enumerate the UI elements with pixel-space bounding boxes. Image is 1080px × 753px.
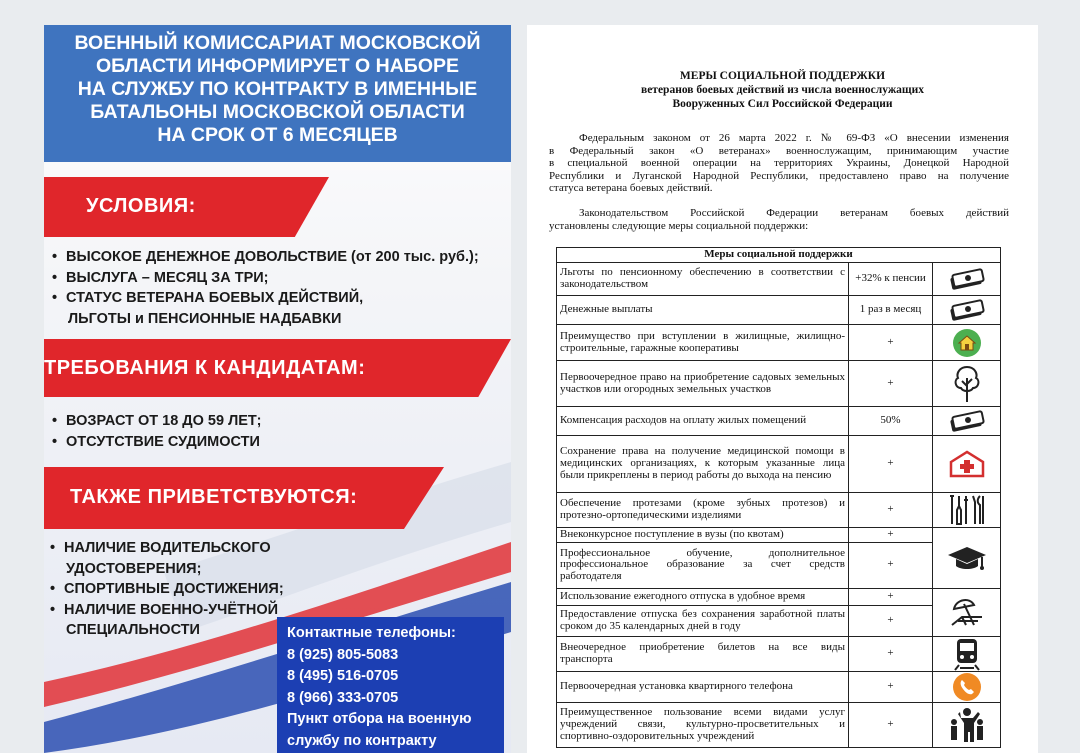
welcome-title: ТАКЖЕ ПРИВЕТСТВУЮТСЯ: — [70, 486, 358, 508]
house-icon — [933, 328, 1000, 358]
poster-header-line: БАТАЛЬОНЫ МОСКОВСКОЙ ОБЛАСТИ — [90, 101, 465, 123]
measure-text: Внеконкурсное поступление в вузы (по квотам) — [557, 528, 849, 543]
money-icon — [933, 265, 1000, 293]
measure-icon-cell — [933, 361, 1001, 407]
measure-text: Обеспечение протезами (кроме зубных протезов) и протезно-ортопедическими изделиями — [557, 493, 849, 528]
recruitment-poster — [44, 25, 511, 753]
support-measures-table — [556, 247, 1001, 748]
measure-value: + — [849, 436, 933, 493]
measure-value: + — [849, 361, 933, 407]
measure-text: Преимущество при вступлении в жилищные, жилищно-строительные, гаражные кооперативы — [557, 325, 849, 361]
graduation-cap-icon — [933, 543, 1000, 573]
table-row — [557, 493, 1001, 528]
measure-text: Первоочередное право на приобретение садовых земельных участков или огородных земельных участков — [557, 361, 849, 407]
measure-text: Предоставление отпуска без сохранения заработной платы сроком до 35 календарных дней в году — [557, 605, 849, 636]
measure-value: + — [849, 493, 933, 528]
measure-icon-cell — [933, 263, 1001, 296]
recruitment-point-text: службу по контракту — [287, 732, 437, 749]
table-row — [557, 528, 1001, 543]
list-item-text: ЛЬГОТЫ и ПЕНСИОННЫЕ НАДБАВКИ — [68, 310, 342, 327]
list-item: • НАЛИЧИЕ ВОЕННО-УЧЁТНОЙ — [50, 601, 279, 618]
measure-text: Денежные выплаты — [557, 296, 849, 325]
measure-text: Внеочередное приобретение билетов на все виды транспорта — [557, 636, 849, 671]
measure-text: Первоочередная установка квартирного телефона — [557, 671, 849, 702]
list-item: • СТАТУС ВЕТЕРАНА БОЕВЫХ ДЕЙСТВИЙ, — [52, 290, 364, 306]
support-measures-document — [527, 25, 1038, 753]
measure-icon-cell — [933, 702, 1001, 747]
measure-value: +32% к пенсии — [849, 263, 933, 296]
measure-value: 1 раз в месяц — [849, 296, 933, 325]
measure-icon-cell — [933, 493, 1001, 528]
poster-header — [44, 25, 511, 162]
paragraph-line: Республики и Луганской Народной Республики, предоставлено право на получение — [549, 169, 1009, 182]
table-header: Меры социальной поддержки — [557, 248, 1001, 263]
measure-icon-cell — [933, 636, 1001, 671]
conditions-title: УСЛОВИЯ: — [86, 195, 196, 217]
phone-number[interactable]: 8 (966) 333-0705 — [287, 689, 399, 706]
requirements-title: ТРЕБОВАНИЯ К КАНДИДАТАМ: — [44, 357, 366, 379]
document-subtitle: ветеранов боевых действий из числа военнослужащих — [640, 84, 925, 96]
list-item-text: СТАТУС ВЕТЕРАНА БОЕВЫХ ДЕЙСТВИЙ, — [66, 290, 364, 306]
money-icon — [933, 407, 1000, 435]
list-item — [52, 309, 479, 330]
list-item-text: НАЛИЧИЕ ВОЕННО-УЧЁТНОЙ — [64, 601, 279, 618]
measure-text: Компенсация расходов на оплату жилых помещений — [557, 407, 849, 436]
measure-value: + — [849, 671, 933, 702]
measure-text: Льготы по пенсионному обеспечению в соответствии с законодательством — [557, 263, 849, 296]
list-item: • ОТСУТСТВИЕ СУДИМОСТИ — [52, 433, 260, 450]
medical-icon — [933, 449, 1000, 479]
measure-icon-cell — [933, 528, 1001, 589]
list-item — [50, 620, 284, 641]
paragraph-line: Федеральным законом от 26 марта 2022 г. № 69-ФЗ «О внесении изменения — [579, 132, 1009, 144]
list-item-text: СПЕЦИАЛЬНОСТИ — [66, 622, 200, 638]
measure-icon-cell — [933, 407, 1001, 436]
table-row — [557, 436, 1001, 493]
measure-value: + — [849, 542, 933, 588]
list-item: • СПОРТИВНЫЕ ДОСТИЖЕНИЯ; — [50, 581, 284, 597]
list-item: • ВЫСОКОЕ ДЕНЕЖНОЕ ДОВОЛЬСТВИЕ (от 200 тыс. руб.); — [52, 249, 479, 265]
list-item-text: СПОРТИВНЫЕ ДОСТИЖЕНИЯ; — [64, 581, 284, 597]
train-icon — [933, 637, 1000, 671]
tools-icon — [933, 493, 1000, 527]
measure-icon-cell — [933, 436, 1001, 493]
paragraph-line: в Федеральный закон «О ветеранах» военнослужащим, принимающим участие — [549, 144, 1009, 157]
list-item: • НАЛИЧИЕ ВОДИТЕЛЬСКОГО — [50, 540, 271, 556]
measure-icon-cell — [933, 588, 1001, 636]
poster-header-line: ОБЛАСТИ ИНФОРМИРУЕТ О НАБОРЕ — [96, 55, 459, 77]
poster-header-line: НА СРОК ОТ 6 МЕСЯЦЕВ — [157, 124, 398, 146]
phone-number[interactable]: 8 (925) 805-5083 — [287, 646, 399, 663]
table-header-row — [557, 248, 1001, 263]
measure-value: 50% — [849, 407, 933, 436]
legislation-paragraph — [549, 207, 1009, 232]
beach-chair-icon — [933, 595, 1000, 629]
poster-header-line: НА СЛУЖБУ ПО КОНТРАКТУ В ИМЕННЫЕ — [77, 78, 478, 100]
list-item-text: ВЫСОКОЕ ДЕНЕЖНОЕ ДОВОЛЬСТВИЕ (от 200 тыс. руб.); — [66, 249, 479, 265]
intro-paragraph — [549, 132, 1009, 195]
measure-value: + — [849, 588, 933, 605]
list-item: • ВЫСЛУГА – МЕСЯЦ ЗА ТРИ; — [52, 269, 269, 286]
measure-value: + — [849, 636, 933, 671]
contacts-box — [277, 617, 504, 753]
welcome-list — [50, 538, 284, 641]
requirements-list — [52, 411, 261, 452]
table-row — [557, 263, 1001, 296]
list-item-text: УДОСТОВЕРЕНИЯ; — [66, 560, 202, 577]
table-row — [557, 361, 1001, 407]
table-row — [557, 296, 1001, 325]
people-icon — [933, 706, 1000, 744]
phone-icon — [933, 672, 1000, 702]
list-item-text: НАЛИЧИЕ ВОДИТЕЛЬСКОГО — [64, 540, 271, 556]
document-title: МЕРЫ СОЦИАЛЬНОЙ ПОДДЕРЖКИ — [679, 70, 886, 82]
table-row — [557, 325, 1001, 361]
phone-number[interactable]: 8 (495) 516-0705 — [287, 668, 399, 684]
contacts-title: Контактные телефоны: — [287, 625, 456, 641]
paragraph-line: в специальной военной операции на территориях Украины, Донецкой Народной — [549, 157, 1009, 169]
paragraph-line: Законодательством Российской Федерации ветеранам боевых действий — [579, 207, 1009, 219]
measure-icon-cell — [933, 296, 1001, 325]
measure-value: + — [849, 528, 933, 543]
list-item-text: ВЫСЛУГА – МЕСЯЦ ЗА ТРИ; — [66, 269, 269, 286]
recruitment-point-text: Пункт отбора на военную — [287, 711, 472, 727]
measure-text: Сохранение права на получение медицинской помощи в медицинских организациях, к которым указанные лица были прикреплены в период работы до выхода на пенсию — [557, 436, 849, 493]
measure-value: + — [849, 702, 933, 747]
table-row — [557, 671, 1001, 702]
measure-icon-cell — [933, 325, 1001, 361]
measure-value: + — [849, 325, 933, 361]
table-row — [557, 702, 1001, 747]
paragraph-line: установлены следующие меры социальной поддержки: — [549, 219, 809, 232]
list-item: • ВОЗРАСТ ОТ 18 ДО 59 ЛЕТ; — [52, 413, 262, 429]
measure-text: Профессиональное обучение, дополнительное профессиональное образование за счет средств работодателя — [557, 542, 849, 588]
measure-value: + — [849, 605, 933, 636]
paragraph-line: статуса ветерана боевых действий. — [549, 182, 713, 194]
measure-icon-cell — [933, 671, 1001, 702]
list-item-text: ВОЗРАСТ ОТ 18 ДО 59 ЛЕТ; — [66, 413, 262, 429]
table-row — [557, 636, 1001, 671]
tree-icon — [933, 364, 1000, 404]
document-subtitle: Вооруженных Сил Российской Федерации — [672, 98, 893, 110]
measure-text: Преимущественное пользование всеми видами услуг учреждений связи, культурно-просветительных и спортивно-оздоровительных учреждений — [557, 702, 849, 747]
measure-text: Использование ежегодного отпуска в удобное время — [557, 588, 849, 605]
table-row — [557, 407, 1001, 436]
list-item-text: ОТСУТСТВИЕ СУДИМОСТИ — [66, 433, 260, 450]
poster-header-line: ВОЕННЫЙ КОМИССАРИАТ МОСКОВСКОЙ — [74, 32, 481, 54]
conditions-list — [52, 247, 479, 329]
table-row — [557, 588, 1001, 605]
list-item — [50, 559, 284, 580]
money-icon — [933, 296, 1000, 324]
